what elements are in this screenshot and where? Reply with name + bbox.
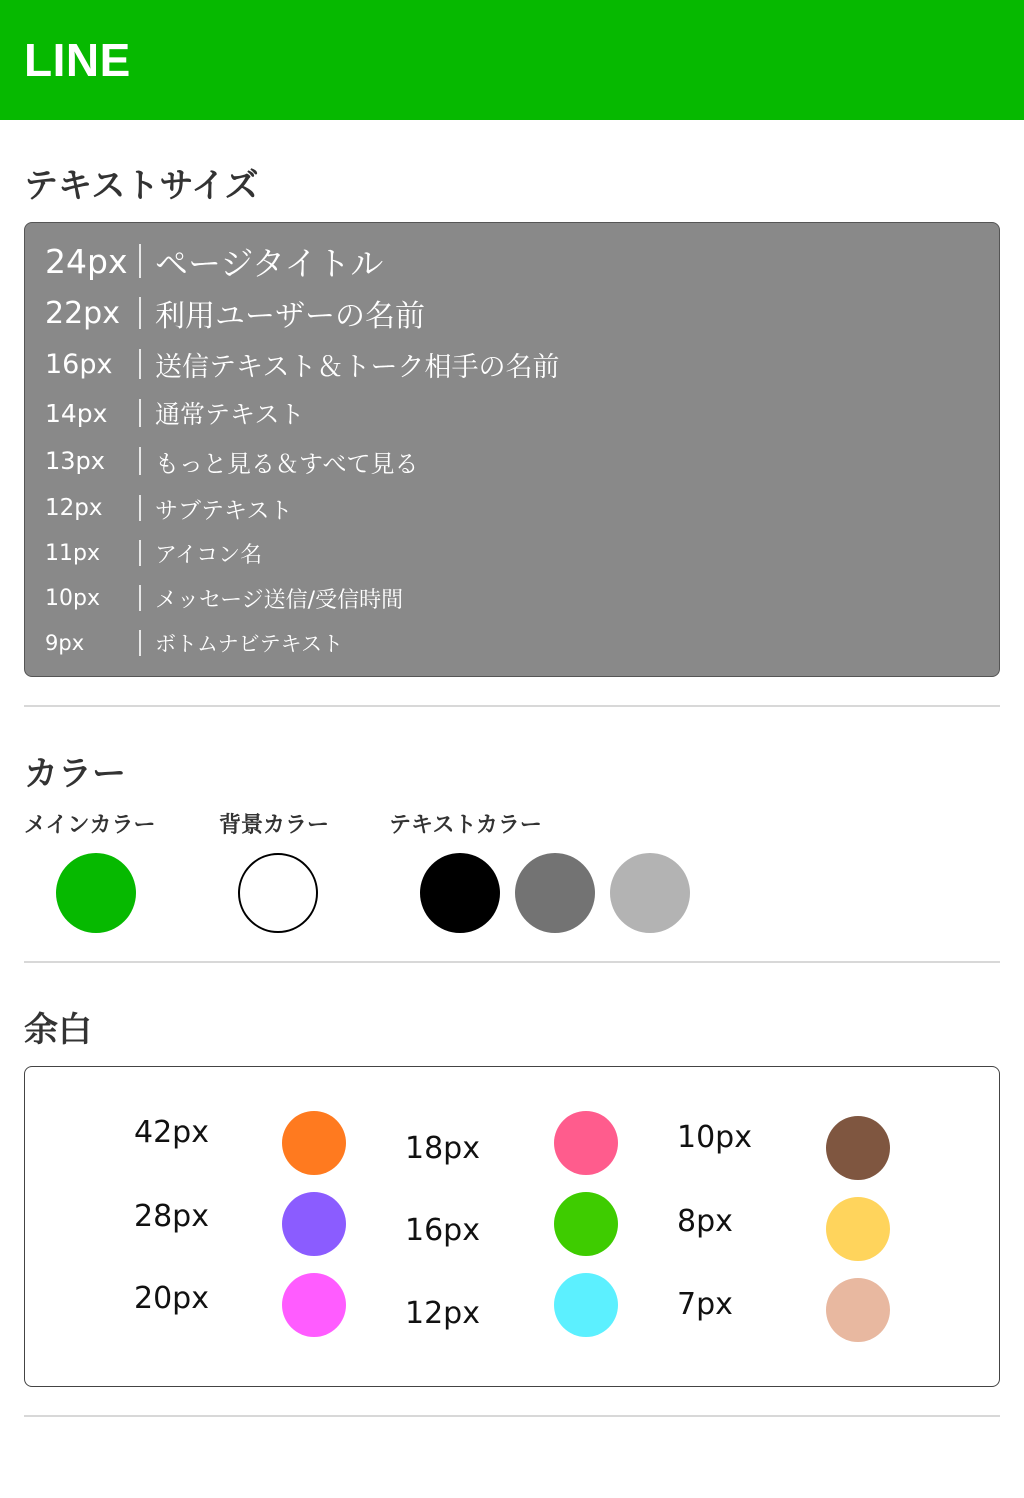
text-size-separator	[139, 540, 141, 566]
spacing-panel	[24, 1066, 1000, 1387]
divider	[24, 961, 1000, 963]
text-size-row	[45, 443, 419, 479]
app-header	[0, 0, 1024, 120]
divider	[24, 1415, 1000, 1417]
main-color-label: メインカラー	[24, 813, 156, 838]
text-size-description: ボトムナビテキスト	[155, 632, 344, 656]
text-size-row	[45, 395, 305, 431]
text-size-value: 13px	[45, 447, 105, 475]
text-size-separator	[139, 447, 141, 475]
spacing-color-dot	[554, 1273, 618, 1337]
text-size-separator	[139, 630, 141, 656]
background-color-label: 背景カラー	[219, 813, 330, 838]
text-color-label: テキストカラー	[389, 813, 542, 838]
text-size-row	[45, 581, 403, 615]
text-size-separator	[139, 585, 141, 611]
text-size-value: 24px	[45, 241, 128, 281]
text-size-value: 12px	[45, 495, 103, 521]
text-size-separator	[139, 399, 141, 427]
spacing-color-dot	[282, 1273, 346, 1337]
text-size-description: メッセージ送信/受信時間	[155, 587, 404, 613]
spacing-label: 20px	[134, 1281, 209, 1316]
spacing-color-dot	[554, 1192, 618, 1256]
divider	[24, 705, 1000, 707]
text-size-row	[45, 291, 425, 335]
spacing-color-dot	[554, 1111, 618, 1175]
spacing-label: 12px	[405, 1296, 480, 1331]
spacing-color-dot	[282, 1192, 346, 1256]
main-color-swatch	[56, 853, 136, 933]
text-size-panel	[24, 222, 1000, 677]
text-size-description: 送信テキスト＆トーク相手の名前	[155, 351, 560, 383]
text-size-value: 11px	[45, 540, 100, 566]
text-size-value: 14px	[45, 398, 108, 428]
text-size-row	[45, 491, 293, 525]
text-size-separator	[139, 244, 141, 278]
text-size-description: サブテキスト	[155, 497, 293, 524]
spacing-label: 8px	[677, 1204, 733, 1239]
text-size-section-title: テキストサイズ	[24, 166, 259, 206]
text-color-swatch-dark-gray	[515, 853, 595, 933]
text-size-value: 10px	[45, 585, 100, 611]
text-size-description: アイコン名	[155, 542, 263, 568]
spacing-section-title: 余白	[24, 1010, 92, 1050]
spacing-label: 16px	[405, 1213, 480, 1248]
spacing-color-dot	[826, 1116, 890, 1180]
text-size-description: 利用ユーザーの名前	[155, 299, 425, 334]
text-color-swatch-black	[420, 853, 500, 933]
text-size-description: もっと見る＆すべて見る	[155, 449, 419, 478]
text-color-swatch-light-gray	[610, 853, 690, 933]
text-size-description: 通常テキスト	[155, 400, 305, 429]
spacing-label: 18px	[405, 1131, 480, 1166]
text-size-separator	[139, 349, 141, 379]
spacing-label: 7px	[677, 1287, 733, 1322]
spacing-label: 10px	[677, 1120, 752, 1155]
text-size-row	[45, 536, 262, 570]
text-size-value: 22px	[45, 295, 120, 331]
text-size-separator	[139, 297, 141, 329]
text-size-row	[45, 626, 343, 660]
spacing-color-dot	[282, 1111, 346, 1175]
text-size-row	[45, 345, 559, 383]
text-size-value: 9px	[45, 631, 85, 655]
spacing-label: 28px	[134, 1199, 209, 1234]
spacing-color-dot	[826, 1197, 890, 1261]
spacing-label: 42px	[134, 1115, 209, 1150]
app-title: LINE	[24, 34, 131, 86]
text-size-description: ページタイトル	[155, 243, 384, 283]
spacing-color-dot	[826, 1278, 890, 1342]
background-color-swatch	[238, 853, 318, 933]
text-size-value: 16px	[45, 348, 113, 380]
color-section-title: カラー	[24, 754, 126, 794]
text-size-separator	[139, 495, 141, 521]
text-size-row	[45, 237, 383, 285]
